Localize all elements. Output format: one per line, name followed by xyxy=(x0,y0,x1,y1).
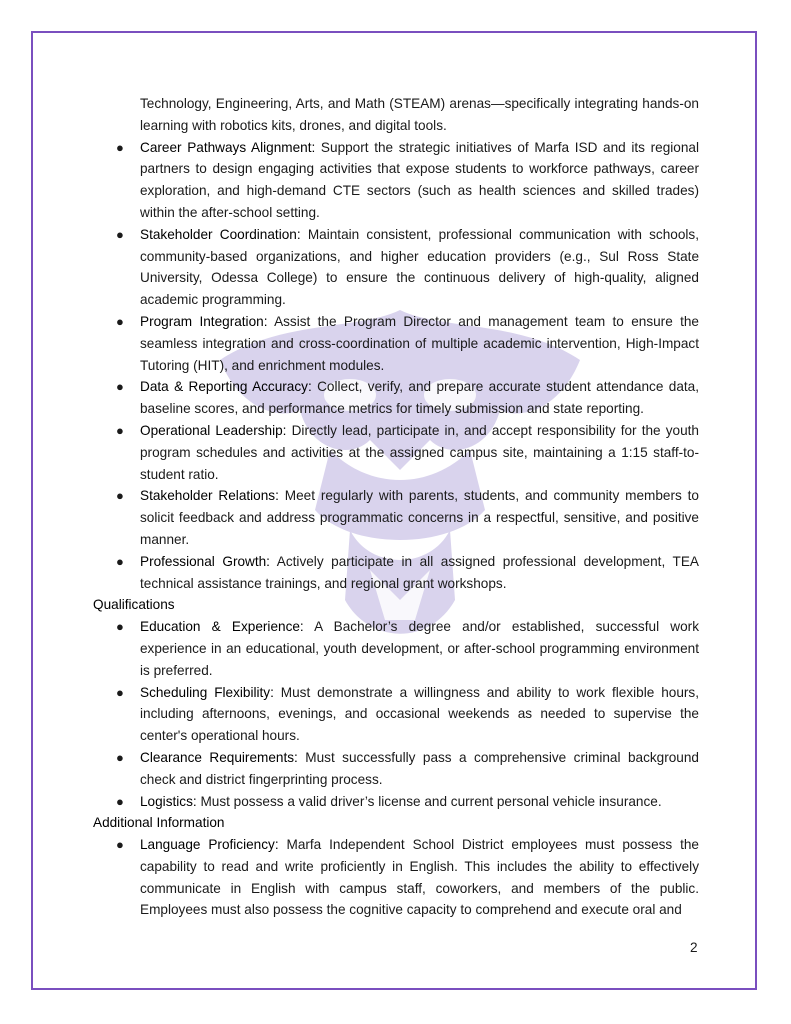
list-item xyxy=(93,420,699,485)
list-item-term: Language Proficiency: xyxy=(140,837,279,853)
bullet-icon: ● xyxy=(116,422,124,438)
list-item-term: Professional Growth: xyxy=(140,553,270,569)
bullet-icon: ● xyxy=(116,553,124,569)
list-item-term: Career Pathways Alignment: xyxy=(140,139,316,155)
list-item-term: Stakeholder Coordination: xyxy=(140,226,301,242)
list-item-text: Collect, verify, and prepare accurate student attendance data, baseline scores, and performance metrics for timely submission and state reporting. xyxy=(140,379,700,417)
bullet-icon: ● xyxy=(116,749,124,765)
list-item-text: A Bachelor’s degree and/or established, successful work experience in an educational, youth development, or after-school programming environment is preferred. xyxy=(140,619,699,678)
list-item-text: Must successfully pass a comprehensive criminal background check and district fingerprinting process. xyxy=(140,749,699,787)
list-item-term: Education & Experience: xyxy=(140,619,304,635)
list-item xyxy=(93,791,699,813)
list-item-term: Logistics: xyxy=(140,793,197,809)
list-item xyxy=(93,682,699,747)
page-number: 2 xyxy=(690,940,698,955)
list-item xyxy=(93,376,699,420)
list-item xyxy=(93,616,699,681)
list-item-text: Maintain consistent, professional communication with schools, community-based organizations, and higher education providers (e.g., Sul Ross State University, Odessa College) to ensure the continuous delivery of high-quality, aligned academic programming. xyxy=(140,226,699,308)
continuation-paragraph: Technology, Engineering, Arts, and Math (STEAM) arenas—specifically integrating hands-on learning with robotics kits, drones, and digital tools. xyxy=(140,96,699,133)
bullet-icon: ● xyxy=(116,793,124,809)
list-item xyxy=(93,137,699,224)
list-item xyxy=(93,485,699,550)
list-item-text: Meet regularly with parents, students, and community members to solicit feedback and address programmatic concerns in a respectful, sensitive, and positive manner. xyxy=(140,488,699,547)
bullet-icon: ● xyxy=(116,379,124,395)
list-item-text: Assist the Program Director and management team to ensure the seamless integration and cross-coordination of multiple academic intervention, High-Impact Tutoring (HIT), and enrichment modules. xyxy=(140,313,699,373)
list-item-text: Support the strategic initiatives of Marfa ISD and its regional partners to design engaging activities that expose students to workforce pathways, career exploration, and high-demand CTE sectors (such as health sciences and skilled trades) within the after-school setting. xyxy=(140,139,700,220)
list-item-term: Scheduling Flexibility: xyxy=(140,684,274,700)
list-item-text: Marfa Independent School District employees must possess the capability to read and write proficiently in English. This includes the ability to effectively communicate in English with campus staff, coworkers, and members of the public. Employees must also possess the cognitive capacity to comprehend and execute oral and xyxy=(140,837,699,918)
list-item-text: Directly lead, participate in, and accept responsibility for the youth program schedules and activities at the assigned campus site, maintaining a 1:15 staff-to-student ratio. xyxy=(140,422,699,482)
bullet-icon: ● xyxy=(116,488,124,504)
list-item-text: Must possess a valid driver’s license and current personal vehicle insurance. xyxy=(196,793,662,809)
additional-information-list xyxy=(93,834,699,921)
qualifications-list xyxy=(93,616,699,812)
list-item xyxy=(93,747,699,791)
bullet-icon: ● xyxy=(116,619,124,635)
list-item-term: Clearance Requirements: xyxy=(140,749,298,765)
list-item xyxy=(93,551,699,595)
list-item-term: Stakeholder Relations: xyxy=(140,488,279,504)
responsibilities-list xyxy=(93,137,699,595)
list-item-term: Program Integration: xyxy=(140,313,268,329)
list-item-term: Data & Reporting Accuracy: xyxy=(140,379,312,395)
bullet-icon: ● xyxy=(116,684,124,700)
list-item xyxy=(93,834,699,921)
additional-information-heading: Additional Information xyxy=(93,815,225,831)
bullet-icon: ● xyxy=(116,226,124,242)
list-item xyxy=(93,311,699,376)
list-item-text: Must demonstrate a willingness and ability to work flexible hours, including afternoons, evenings, and occasional weekends as needed to supervise the center's operational hours. xyxy=(140,684,700,744)
list-item xyxy=(93,224,699,311)
list-item-term: Operational Leadership: xyxy=(140,422,287,438)
list-item-text: Actively participate in all assigned professional development, TEA technical assistance trainings, and regional grant workshops. xyxy=(140,553,699,591)
document-body xyxy=(93,93,699,921)
qualifications-heading: Qualifications xyxy=(93,597,175,613)
bullet-icon: ● xyxy=(116,313,124,329)
bullet-icon: ● xyxy=(116,139,124,155)
bullet-icon: ● xyxy=(116,837,124,853)
